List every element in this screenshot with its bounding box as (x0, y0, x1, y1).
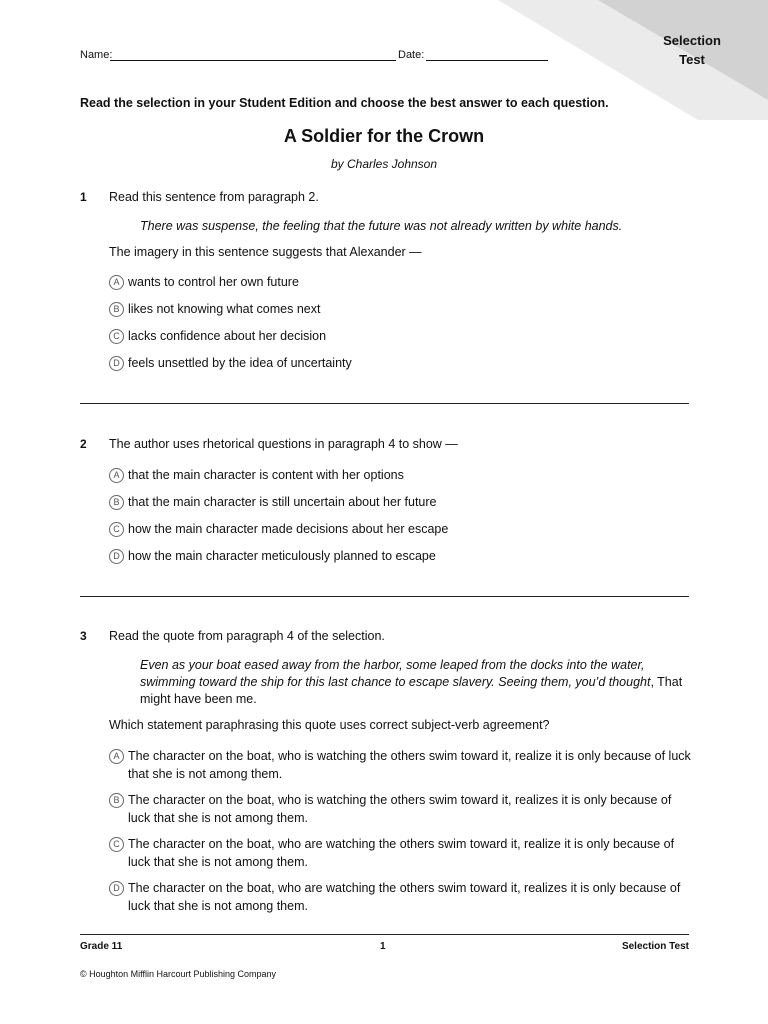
page-number: 1 (380, 941, 386, 952)
option-text: how the main character meticulously planned to escape (128, 549, 436, 563)
question-stem: Read the quote from paragraph 4 of the selection. (109, 629, 385, 643)
option-bubble-d[interactable]: D (109, 881, 124, 896)
option-bubble-c[interactable]: C (109, 329, 124, 344)
question-stem: Read this sentence from paragraph 2. (109, 190, 319, 204)
question-prompt: Which statement paraphrasing this quote uses correct subject-verb agreement? (109, 718, 550, 732)
answer-option-c[interactable] (109, 835, 694, 871)
option-bubble-b[interactable]: B (109, 302, 124, 317)
option-text: lacks confidence about her decision (128, 329, 327, 343)
question-prompt: The imagery in this sentence suggests that Alexander — (109, 245, 422, 259)
answer-option-b[interactable] (109, 493, 694, 511)
page-title: A Soldier for the Crown (283, 126, 485, 146)
question-quote: There was suspense, the feeling that the future was not already written by white hands. (140, 219, 623, 233)
option-bubble-c[interactable]: C (109, 837, 124, 852)
option-text: The character on the boat, who are watching the others swim toward it, realizes it is only because of luck that she is not among them. (128, 881, 681, 913)
option-text: likes not knowing what comes next (128, 302, 321, 316)
answer-option-b[interactable] (109, 791, 694, 827)
option-bubble-b[interactable]: B (109, 495, 124, 510)
selection-test-tag (648, 31, 736, 69)
option-bubble-a[interactable]: A (109, 749, 124, 764)
option-text: that the main character is content with her options (128, 468, 404, 482)
question-number: 3 (80, 629, 87, 643)
option-text: The character on the boat, who is watching the others swim toward it, realizes it is only because of luck that she is not among them. (128, 793, 672, 825)
tag-line-2: Test (679, 52, 705, 67)
answer-option-a[interactable] (109, 273, 694, 291)
date-field[interactable] (426, 60, 548, 61)
instructions: Read the selection in your Student Edition and choose the best answer to each question. (80, 96, 609, 110)
answer-option-d[interactable] (109, 547, 694, 565)
name-label: Name: (80, 49, 113, 61)
name-field[interactable] (110, 60, 396, 61)
footer-grade: Grade 11 (80, 941, 123, 952)
author-byline: by Charles Johnson (330, 157, 438, 171)
answer-option-d[interactable] (109, 879, 694, 915)
option-text: how the main character made decisions about her escape (128, 522, 449, 536)
option-bubble-d[interactable]: D (109, 356, 124, 371)
question-number: 1 (80, 190, 87, 204)
question-number: 2 (80, 437, 87, 451)
option-text: feels unsettled by the idea of uncertainty (128, 356, 352, 370)
option-text: The character on the boat, who are watching the others swim toward it, realize it is only because of luck that she is not among them. (128, 837, 675, 869)
date-label: Date: (398, 49, 425, 61)
quote-italic-text: Even as your boat eased away from the harbor, some leaped from the docks into the water, swimming toward the ship for this last chance to escape slavery. Seeing them, you’d thought (140, 658, 651, 689)
footer-label: Selection Test (621, 941, 689, 952)
quote-plain-text: , That might have been me. (140, 675, 683, 706)
tag-line-1: Selection (663, 33, 721, 48)
section-divider (80, 596, 689, 597)
answer-option-a[interactable] (109, 747, 694, 783)
question-stem: The author uses rhetorical questions in paragraph 4 to show — (109, 437, 458, 451)
option-bubble-d[interactable]: D (109, 549, 124, 564)
answer-option-c[interactable] (109, 327, 694, 345)
option-text: wants to control her own future (128, 275, 299, 289)
option-bubble-a[interactable]: A (109, 275, 124, 290)
option-bubble-b[interactable]: B (109, 793, 124, 808)
answer-option-b[interactable] (109, 300, 694, 318)
footer-divider (80, 934, 689, 935)
question-quote (140, 657, 692, 708)
answer-option-c[interactable] (109, 520, 694, 538)
answer-option-a[interactable] (109, 466, 694, 484)
option-text: The character on the boat, who is watching the others swim toward it, realize it is only because of luck that she is not among them. (128, 749, 691, 781)
answer-option-d[interactable] (109, 354, 694, 372)
copyright-notice: © Houghton Mifflin Harcourt Publishing Company (80, 969, 277, 979)
option-bubble-c[interactable]: C (109, 522, 124, 537)
section-divider (80, 403, 689, 404)
option-text: that the main character is still uncertain about her future (128, 495, 437, 509)
option-bubble-a[interactable]: A (109, 468, 124, 483)
